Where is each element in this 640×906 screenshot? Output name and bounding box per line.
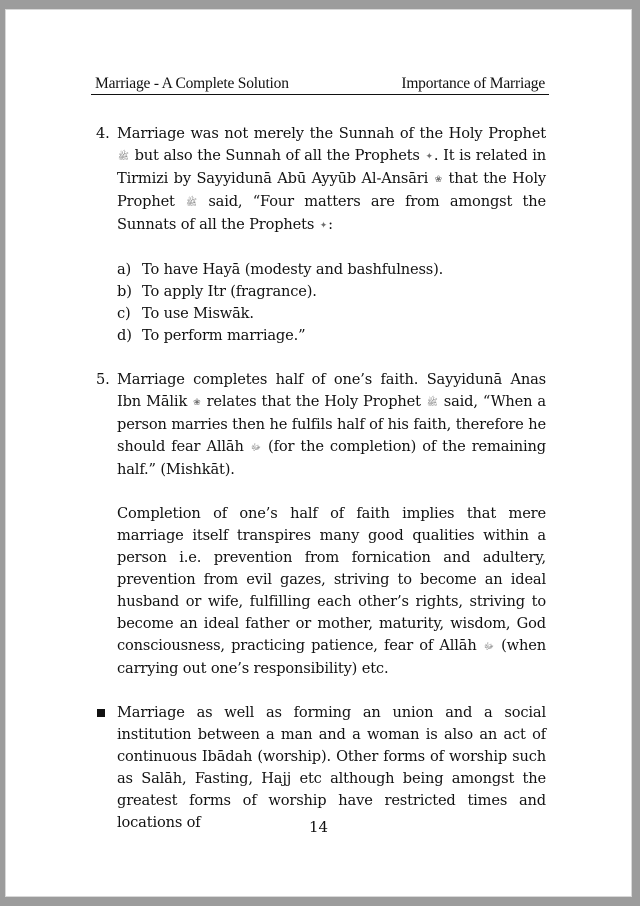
honorific-companion-icon: ❀ (434, 175, 442, 185)
item-number: 4. (96, 125, 110, 142)
explanation-paragraph (96, 503, 546, 680)
numbered-item-4 (96, 123, 546, 237)
page-number: 14 (308, 818, 329, 836)
honorific-prophet-icon: ﷺ (186, 198, 197, 208)
list-item (117, 303, 546, 325)
item-number: 5. (96, 371, 110, 388)
list-text: To apply Itr (fragrance). (142, 283, 317, 300)
item-text: Marriage was not merely the Sunnah of the Holy Prophet (117, 125, 546, 142)
item-text: relates that the Holy Prophet (206, 393, 421, 410)
list-item (117, 281, 546, 303)
sunnah-list (96, 259, 546, 347)
list-marker: c) (117, 305, 131, 322)
running-header (91, 75, 549, 95)
honorific-allah-icon: ﷻ (483, 642, 494, 652)
honorific-allah-icon: ﷻ (250, 443, 261, 453)
document-page (5, 9, 632, 897)
honorific-prophet-icon: ﷺ (426, 398, 438, 408)
list-text: To have Hayā (modesty and bashfulness). (142, 261, 444, 278)
list-item (117, 259, 546, 281)
item-text: . It is related in Tirmizi by Sayyidunā Abū Ayyūb Al-Ansāri (117, 147, 546, 187)
item-text: (for the completion) of the remaining half.” (Mishkāt). (117, 438, 546, 478)
honorific-companion-icon: ❀ (193, 398, 201, 408)
book-title: Marriage - A Complete Solution (95, 75, 289, 92)
bullet-text: Marriage as well as forming an union and a social institution between a man and a woman is also an act of continuous Ibādah (worship). Other forms of worship such as Salāh, Fasting, Hajj etc although being amongst the greatest forms of worship have restricted times and locations of (117, 704, 546, 831)
body-text (96, 123, 546, 834)
item-text: but also the Sunnah of all the Prophets (134, 147, 420, 164)
chapter-title: Importance of Marriage (401, 75, 545, 92)
square-bullet-icon (97, 709, 105, 717)
paragraph-text: Completion of one’s half of faith implies that mere marriage itself transpires many good qualities within a person i.e. prevention from fornication and adultery, prevention from evil gazes, striving to become an ideal husband or wife, fulfilling each other’s rights, striving to become an ideal father or mother, maturity, wisdom, God consciousness, practicing patience, fear of Allāh (117, 505, 546, 654)
item-text: said, “Four matters are from amongst the Sunnats of all the Prophets (117, 193, 546, 233)
list-item (117, 325, 546, 347)
paragraph-text: (when carrying out one’s responsibility) etc. (117, 637, 546, 677)
item-text: Marriage completes half of one’s faith. Sayyidunā Anas Ibn Mālik (117, 371, 546, 410)
honorific-prophets-icon: ✦ (425, 152, 433, 162)
item-text: that the Holy Prophet (117, 170, 546, 210)
list-marker: a) (117, 261, 132, 278)
item-text: said, “When a person marries then he fulfils half of his faith, therefore he should fear Allāh (117, 393, 546, 455)
item-text: : (328, 216, 333, 233)
list-marker: b) (117, 283, 132, 300)
list-text: To perform marriage.” (142, 327, 306, 344)
list-marker: d) (117, 327, 132, 344)
bullet-item (96, 702, 546, 834)
numbered-item-5 (96, 369, 546, 481)
honorific-prophet-icon: ﷺ (118, 152, 129, 162)
honorific-prophets-icon: ✦ (319, 221, 328, 231)
list-text: To use Miswāk. (142, 305, 254, 322)
